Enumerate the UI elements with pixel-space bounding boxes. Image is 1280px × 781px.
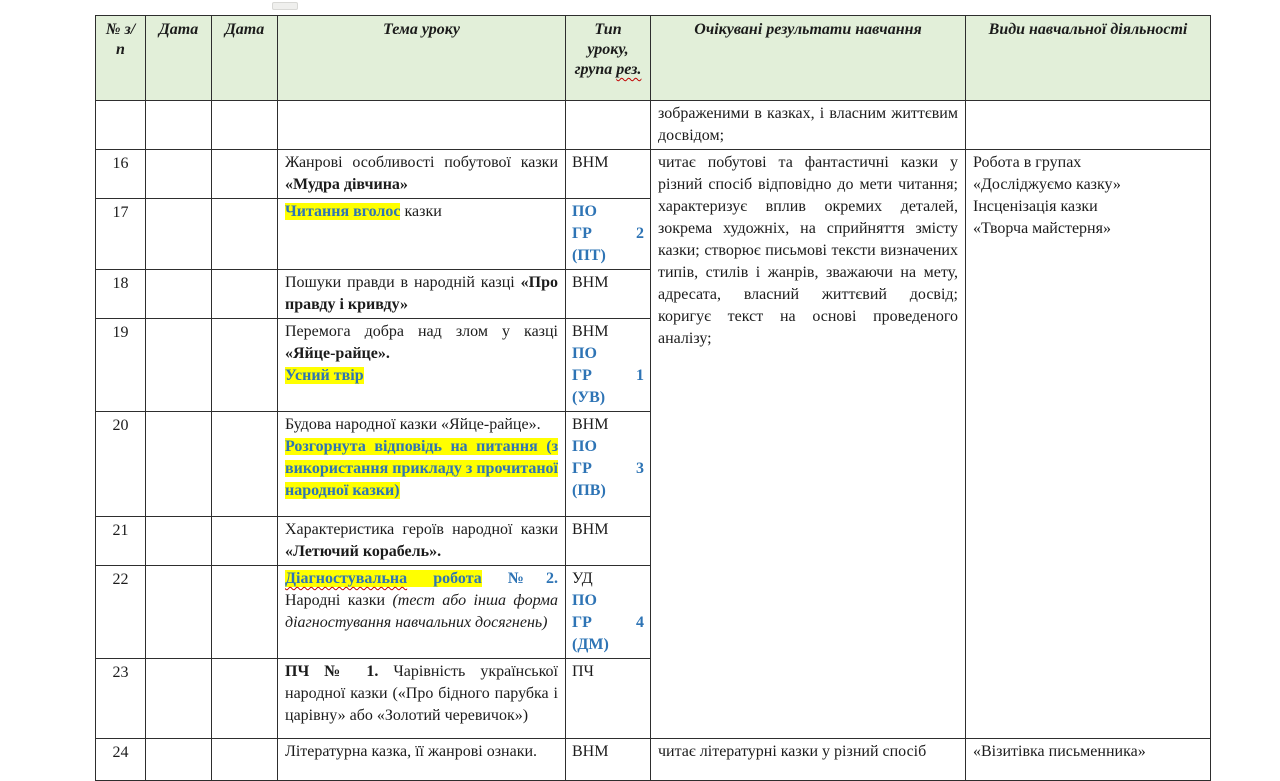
misspelled-word: Діагностувальна: [285, 570, 408, 587]
topic-highlighted: Читання вголос: [285, 203, 401, 220]
cell-type-19[interactable]: [566, 319, 651, 412]
topic-highlighted: Усний твір: [285, 367, 364, 384]
activity-line: Робота в групах: [973, 154, 1082, 171]
cell-date1-cont[interactable]: [146, 101, 212, 150]
type-code: (ДМ): [572, 636, 609, 653]
cell-date1-16[interactable]: [146, 150, 212, 199]
cell-activities-merged[interactable]: [966, 150, 1211, 739]
cell-topic-22[interactable]: [278, 566, 566, 659]
cell-date1-18[interactable]: [146, 270, 212, 319]
cell-date1-23[interactable]: [146, 659, 212, 739]
cell-type-22[interactable]: [566, 566, 651, 659]
type-gr: ГР: [572, 225, 592, 242]
type-po: ПО: [572, 438, 597, 455]
col-header-topic[interactable]: Тема уроку: [278, 16, 566, 101]
topic-title-bold: «Летючий корабель».: [285, 543, 442, 560]
table-row-16: [96, 150, 1211, 199]
type-label: ВНМ: [572, 416, 609, 433]
cell-type-17[interactable]: [566, 199, 651, 270]
cell-topic-21[interactable]: [278, 517, 566, 566]
cell-date2-21[interactable]: [212, 517, 278, 566]
type-header-rez-misspelled: рез.: [616, 61, 642, 78]
topic-title-bold: «Про правду і кривду»: [285, 274, 558, 313]
type-label: ВНМ: [572, 743, 609, 760]
cell-topic-16[interactable]: [278, 150, 566, 199]
activity-line: Інсценізація казки: [973, 198, 1098, 215]
cell-date2-22[interactable]: [212, 566, 278, 659]
cell-topic-17[interactable]: [278, 199, 566, 270]
cell-topic-20[interactable]: [278, 412, 566, 517]
cell-type-16[interactable]: [566, 150, 651, 199]
col-header-date2[interactable]: Дата: [212, 16, 278, 101]
cell-type-23[interactable]: [566, 659, 651, 739]
cell-type-24[interactable]: [566, 739, 651, 781]
type-header-text: Тип уроку, група: [574, 21, 629, 78]
type-label: ВНМ: [572, 274, 609, 291]
cell-outcomes-cont[interactable]: зображеними в казках, і власним життєвим досвідом;: [651, 101, 966, 150]
type-code: (ПТ): [572, 247, 606, 264]
topic-title-bold: «Мудра дівчина»: [285, 176, 408, 193]
topic-line: [285, 436, 558, 502]
type-group-number: 4: [636, 614, 644, 631]
type-group-line: [572, 458, 644, 480]
type-group-line: [572, 365, 644, 387]
cell-date1-20[interactable]: [146, 412, 212, 517]
table-row-24: [96, 739, 1211, 781]
cell-date1-19[interactable]: [146, 319, 212, 412]
cell-num-18[interactable]: 18: [96, 270, 146, 319]
topic-highlighted: Розгорнута відповідь на питання (з використання прикладу з прочитаної народної казки): [285, 438, 558, 499]
cell-num-cont[interactable]: [96, 101, 146, 150]
cell-date1-22[interactable]: [146, 566, 212, 659]
type-label: ВНМ: [572, 323, 609, 340]
activity-line: «Досліджуємо казку»: [973, 176, 1121, 193]
type-po: ПО: [572, 592, 597, 609]
type-po: ПО: [572, 345, 597, 362]
cell-num-20[interactable]: 20: [96, 412, 146, 517]
cell-date2-cont[interactable]: [212, 101, 278, 150]
topic-line: [285, 321, 558, 365]
cell-num-22[interactable]: 22: [96, 566, 146, 659]
header-row: [96, 16, 1211, 101]
cell-date2-23[interactable]: [212, 659, 278, 739]
col-header-type[interactable]: [566, 16, 651, 101]
type-gr: ГР: [572, 367, 592, 384]
topic-line: Будова народної казки «Яйце-райце».: [285, 416, 541, 433]
topic-text: Чарівність української народної казки («Про бідного парубка і царівну» або «Золотий черевичок»): [285, 663, 559, 724]
cell-outcomes-merged[interactable]: читає побутові та фантастичні казки у різний спосіб відповідно до мети читання; характеризує вплив окремих деталей, зокрема художніх, на сприйняття змісту казки; створює письмові тексти визначених типів, стилів і жанрів, зважаючи на мету, адресата, власний життєвий досвід; коригує текст на основі проведеного аналізу;: [651, 150, 966, 739]
cell-topic-cont[interactable]: [278, 101, 566, 150]
cell-activities-cont[interactable]: [966, 101, 1211, 150]
col-header-number[interactable]: № з/п: [96, 16, 146, 101]
topic-text: Перемога добра над злом у казці: [285, 323, 558, 340]
topic-line: [285, 568, 558, 590]
type-group-number: 3: [636, 460, 644, 477]
cell-topic-19[interactable]: [278, 319, 566, 412]
cell-date2-16[interactable]: [212, 150, 278, 199]
topic-text: Жанрові особливості побутової казки: [285, 154, 558, 171]
cell-num-21[interactable]: 21: [96, 517, 146, 566]
col-header-outcomes[interactable]: Очікувані результати навчання: [651, 16, 966, 101]
topic-text: казки: [400, 203, 442, 220]
type-group-line: [572, 223, 644, 245]
cell-outcomes-24[interactable]: читає літературні казки у різний спосіб: [651, 739, 966, 781]
cell-num-17[interactable]: 17: [96, 199, 146, 270]
cell-date1-21[interactable]: [146, 517, 212, 566]
lesson-plan-table: [95, 15, 1211, 781]
activity-line: «Творча майстерня»: [973, 220, 1111, 237]
type-group-line: [572, 612, 644, 634]
type-code: (ПВ): [572, 482, 606, 499]
cell-num-23[interactable]: 23: [96, 659, 146, 739]
cell-date1-17[interactable]: [146, 199, 212, 270]
topic-text: Характеристика героїв народної казки: [285, 521, 558, 538]
topic-title-bold: ПЧ № 1.: [285, 663, 379, 680]
cell-type-cont[interactable]: [566, 101, 651, 150]
type-label: ВНМ: [572, 521, 609, 538]
cell-topic-18[interactable]: [278, 270, 566, 319]
cell-date2-20[interactable]: [212, 412, 278, 517]
cell-date1-24[interactable]: [146, 739, 212, 781]
topic-title-bold: «Яйце-райце».: [285, 345, 390, 362]
cell-date2-19[interactable]: [212, 319, 278, 412]
type-label: УД: [572, 570, 593, 587]
cell-activities-24[interactable]: «Візитівка письменника»: [966, 739, 1211, 781]
cell-date2-17[interactable]: [212, 199, 278, 270]
cell-num-19[interactable]: 19: [96, 319, 146, 412]
type-gr: ГР: [572, 460, 592, 477]
type-label: ПЧ: [572, 663, 594, 680]
type-code: (УВ): [572, 389, 606, 406]
type-group-number: 2: [636, 225, 644, 242]
cell-topic-23[interactable]: [278, 659, 566, 739]
topic-text: Народні казки: [285, 592, 393, 609]
cell-type-18[interactable]: [566, 270, 651, 319]
topic-hl-rest: робота: [407, 570, 482, 587]
col-header-date1[interactable]: Дата: [146, 16, 212, 101]
cell-num-16[interactable]: 16: [96, 150, 146, 199]
cell-date2-24[interactable]: [212, 739, 278, 781]
table-row-continuation: [96, 101, 1211, 150]
type-po: ПО: [572, 203, 597, 220]
col-header-activities[interactable]: Види навчальної діяльності: [966, 16, 1211, 101]
topic-italic-note: (тест або інша форма діагностування навчальних досягнень): [285, 592, 558, 631]
cell-date2-18[interactable]: [212, 270, 278, 319]
topic-text: Пошуки правди в народній казці: [285, 274, 521, 291]
topic-line: [285, 590, 558, 634]
cell-num-24[interactable]: 24: [96, 739, 146, 781]
scroll-edge-artifact: [272, 2, 298, 10]
type-group-number: 1: [636, 367, 644, 384]
topic-line: [285, 365, 558, 387]
topic-number-blue: №2.: [507, 570, 559, 587]
topic-highlighted: [285, 570, 482, 587]
cell-type-20[interactable]: [566, 412, 651, 517]
cell-topic-24[interactable]: Літературна казка, її жанрові ознаки.: [278, 739, 566, 781]
type-gr: ГР: [572, 614, 592, 631]
type-label: ВНМ: [572, 154, 609, 171]
cell-type-21[interactable]: [566, 517, 651, 566]
